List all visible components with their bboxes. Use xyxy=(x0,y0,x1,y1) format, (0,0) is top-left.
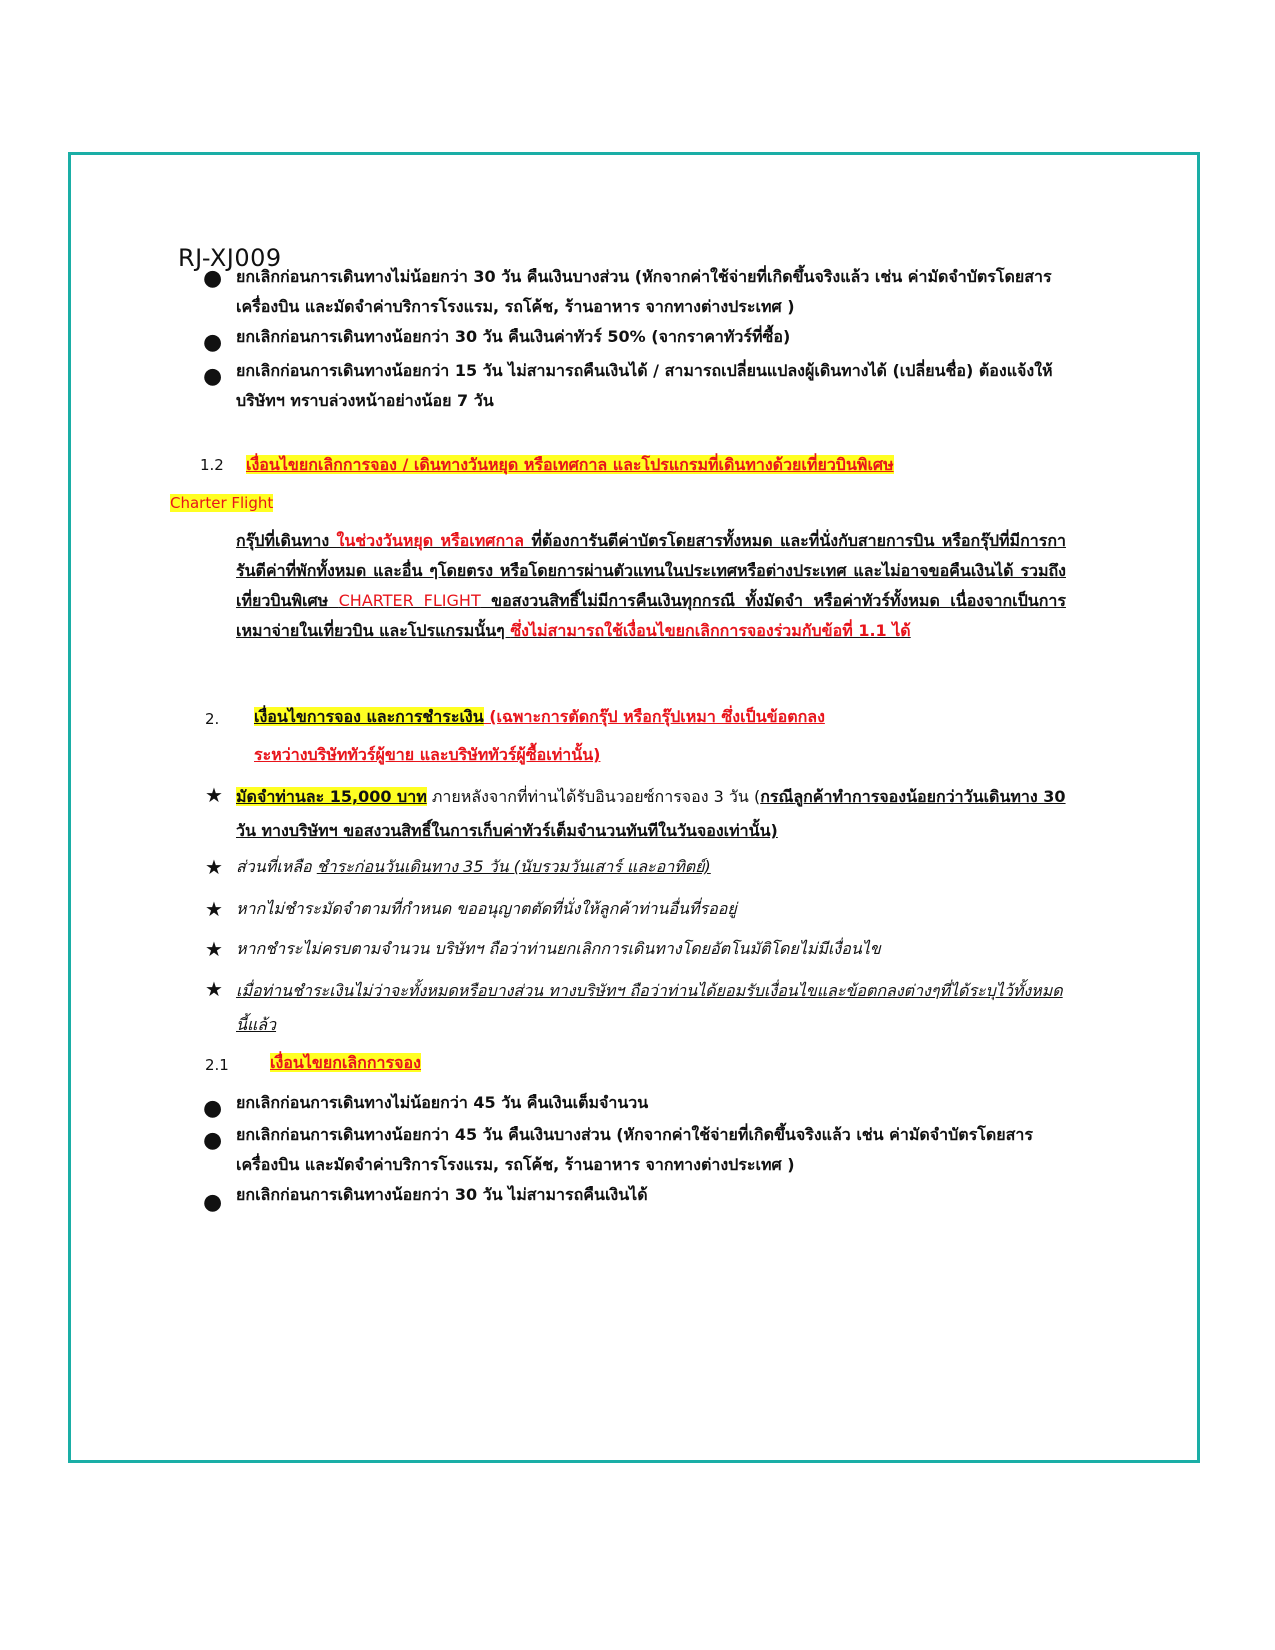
charter-paragraph xyxy=(236,526,1066,646)
section-number: 2.1 xyxy=(205,1056,229,1074)
incomplete-payment-rule: หากชำระไม่ครบตามจำนวน บริษัทฯ ถือว่าท่านยกเลิกการเดินทางโดยอัตโนมัติโดยไม่มีเงื่อนไข xyxy=(236,939,881,958)
bullet-icon: ● xyxy=(203,266,223,291)
para-seg: กรุ๊ปที่เดินทาง xyxy=(236,531,337,550)
para-seg: ขอสงวนสิทธิ์ไม่มีการคืนเงินทุกกรณี ทั้งมัดจำ หรือค่าทัวร์ทั้งหมด เนื่องจากเป็นการเหมาจ่ายในเที่ยวบิน และโปรแกรมนั้นๆ xyxy=(236,591,1066,640)
bullet-icon: ● xyxy=(203,1128,223,1153)
star-icon: ★ xyxy=(205,855,223,879)
section-title xyxy=(270,1048,421,1078)
section-title xyxy=(254,702,825,732)
bullet-icon: ● xyxy=(203,1190,223,1215)
star-icon: ★ xyxy=(205,977,223,1001)
para-seg-red: ในช่วงวันหยุด หรือเทศกาล xyxy=(336,531,524,550)
section-title-note: (เฉพาะการตัดกรุ๊ป หรือกรุ๊ปเหมา ซึ่งเป็นข้อตกลง xyxy=(483,707,825,726)
star-icon: ★ xyxy=(205,897,223,921)
bullet-icon: ● xyxy=(203,1096,223,1121)
deposit-amount: มัดจำท่านละ 15,000 บาท xyxy=(236,787,427,806)
bullet-icon: ● xyxy=(203,364,223,389)
para-seg: ที่ต้องการันตีค่าบัตรโดยสารทั้งหมด และที่นั่งกับสายการบิน หรือกรุ๊ปที่มีการการันตีค่าที่พักทั้งหมด และอื่น ๆโดยตรง หรือโดยการผ่านตัวแทนในประเทศหรือต่างประเทศ และไม่อาจขอคืนเงินได้ รวมถึงเที่ยวบินพิเศษ xyxy=(236,531,1067,610)
star-icon: ★ xyxy=(205,783,223,807)
cancel-rule-45-plus: ยกเลิกก่อนการเดินทางไม่น้อยกว่า 45 วัน คืนเงินเต็มจำนวน xyxy=(236,1093,649,1112)
acceptance-rule: เมื่อท่านชำระเงินไม่ว่าจะทั้งหมดหรือบางส่วน ทางบริษัทฯ ถือว่าท่านได้ยอมรับเงื่อนไขและข้อตกลงต่างๆที่ได้ระบุไว้ทั้งหมดนี้แล้ว xyxy=(236,981,1063,1034)
section-title-text: เงื่อนไขยกเลิกการจอง / เดินทางวันหยุด หรือเทศกาล และโปรแกรมที่เดินทางด้วยเที่ยวบินพิเศษ xyxy=(246,455,894,474)
section-title-note-cont: ระหว่างบริษัททัวร์ผู้ขาย และบริษัททัวร์ผู้ซื้อเท่านั้น) xyxy=(254,745,601,764)
para-seg-red: CHARTER FLIGHT xyxy=(338,591,481,610)
bullet-icon: ● xyxy=(203,330,223,355)
tour-code: RJ-XJ009 xyxy=(178,244,282,272)
balance-deadline: ชำระก่อนวันเดินทาง 35 วัน (นับรวมวันเสาร์ และอาทิตย์) xyxy=(316,857,711,876)
balance-rule xyxy=(236,852,1066,882)
cancel-rule-3: ยกเลิกก่อนการเดินทางน้อยกว่า 15 วัน ไม่สามารถคืนเงินได้ / สามารถเปลี่ยนแปลงผู้เดินทางได้ (เปลี่ยนชื่อ) ต้องแจ้งให้บริษัทฯ ทราบล่วงหน้าอย่างน้อย 7 วัน xyxy=(236,361,1053,410)
para-seg-red: ซึ่งไม่สามารถใช้เงื่อนไขยกเลิกการจองร่วมกับข้อที่ 1.1 ได้ xyxy=(510,621,911,640)
charter-flight-label: Charter Flight xyxy=(170,494,274,512)
star-icon: ★ xyxy=(205,937,223,961)
cancel-rule-45-minus: ยกเลิกก่อนการเดินทางน้อยกว่า 45 วัน คืนเงินบางส่วน (หักจากค่าใช้จ่ายที่เกิดขึ้นจริงแล้ว เช่น ค่ามัดจำบัตรโดยสารเครื่องบิน และมัดจำค่าบริการโรงแรม, รถโค้ช, ร้านอาหาร จากทางต่างประเทศ ) xyxy=(236,1125,1033,1174)
section-title-text: เงื่อนไขยกเลิกการจอง xyxy=(270,1053,421,1072)
deposit-rule xyxy=(236,780,1066,848)
cancel-rule-2: ยกเลิกก่อนการเดินทางน้อยกว่า 30 วัน คืนเงินค่าทัวร์ 50% (จากราคาทัวร์ที่ซื้อ) xyxy=(236,327,791,346)
cancel-rule-30-minus: ยกเลิกก่อนการเดินทางน้อยกว่า 30 วัน ไม่สามารถคืนเงินได้ xyxy=(236,1185,648,1204)
no-deposit-rule: หากไม่ชำระมัดจำตามที่กำหนด ขออนุญาตตัดที่นั่งให้ลูกค้าท่านอื่นที่รออยู่ xyxy=(236,899,737,918)
deposit-condition: กรณีลูกค้าทำการจองน้อยกว่าวันเดินทาง 30 วัน ทางบริษัทฯ ขอสงวนสิทธิ์ในการเก็บค่าทัวร์เต็มจำนวนทันทีในวันจองเท่านั้น) xyxy=(236,787,1066,840)
section-number: 1.2 xyxy=(200,456,224,474)
section-title xyxy=(246,450,894,480)
section-title-text: เงื่อนไขการจอง และการชำระเงิน xyxy=(254,707,484,726)
deposit-text: ภายหลังจากที่ท่านได้รับอินวอยซ์การจอง 3 วัน ( xyxy=(426,787,761,806)
cancel-rule-1: ยกเลิกก่อนการเดินทางไม่น้อยกว่า 30 วัน คืนเงินบางส่วน (หักจากค่าใช้จ่ายที่เกิดขึ้นจริงแล้ว เช่น ค่ามัดจำบัตรโดยสารเครื่องบิน และมัดจำค่าบริการโรงแรม, รถโค้ช, ร้านอาหาร จากทางต่างประเทศ ) xyxy=(236,267,1052,316)
balance-text: ส่วนที่เหลือ xyxy=(236,857,317,876)
section-number: 2. xyxy=(205,710,220,728)
section-title-cont xyxy=(170,488,273,518)
